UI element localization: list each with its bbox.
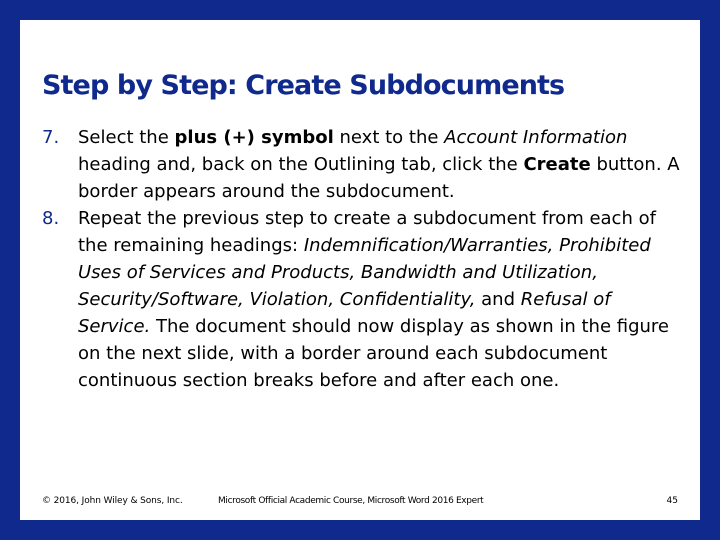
step-text-run: next to the (333, 127, 445, 148)
step-text-bold-run: Create (523, 154, 591, 175)
step-text-italic-run: Account Information (444, 127, 628, 148)
step-list (42, 124, 684, 394)
step-text-italic-run: Indemnification/Warranties, Prohibited Uses of Services and Products, Bandwidth and Utilization, Security/Software, Violation, Confidentiality, (78, 235, 651, 310)
step-number: 8. (42, 208, 60, 229)
slide (20, 20, 700, 520)
step-text (78, 127, 680, 202)
footer-copyright: © 2016, John Wiley & Sons, Inc. (42, 496, 183, 506)
step-text-run: Repeat the previous step to create a subdocument from each of the remaining headings: (78, 208, 656, 256)
step-text-run: button. A border appears around the subdocument. (78, 154, 680, 202)
footer-course-title: Microsoft Official Academic Course, Microsoft Word 2016 Expert (218, 496, 484, 506)
step-text (78, 208, 669, 391)
footer-page-number: 45 (666, 496, 678, 506)
step-text-run: heading and, back on the Outlining tab, click the (78, 154, 524, 175)
step-item (42, 205, 684, 394)
step-text-run: The document should now display as shown in the figure on the next slide, with a border around each subdocument continuous section breaks before and after each one. (78, 316, 669, 391)
step-number: 7. (42, 127, 60, 148)
step-text-run: Select the (78, 127, 175, 148)
step-text-run: and (475, 289, 521, 310)
step-item (42, 124, 684, 205)
step-text-italic-run: Refusal of Service. (78, 289, 611, 337)
step-text-bold-run: plus (+) symbol (174, 127, 334, 148)
slide-title: Step by Step: Create Subdocuments (42, 70, 565, 101)
